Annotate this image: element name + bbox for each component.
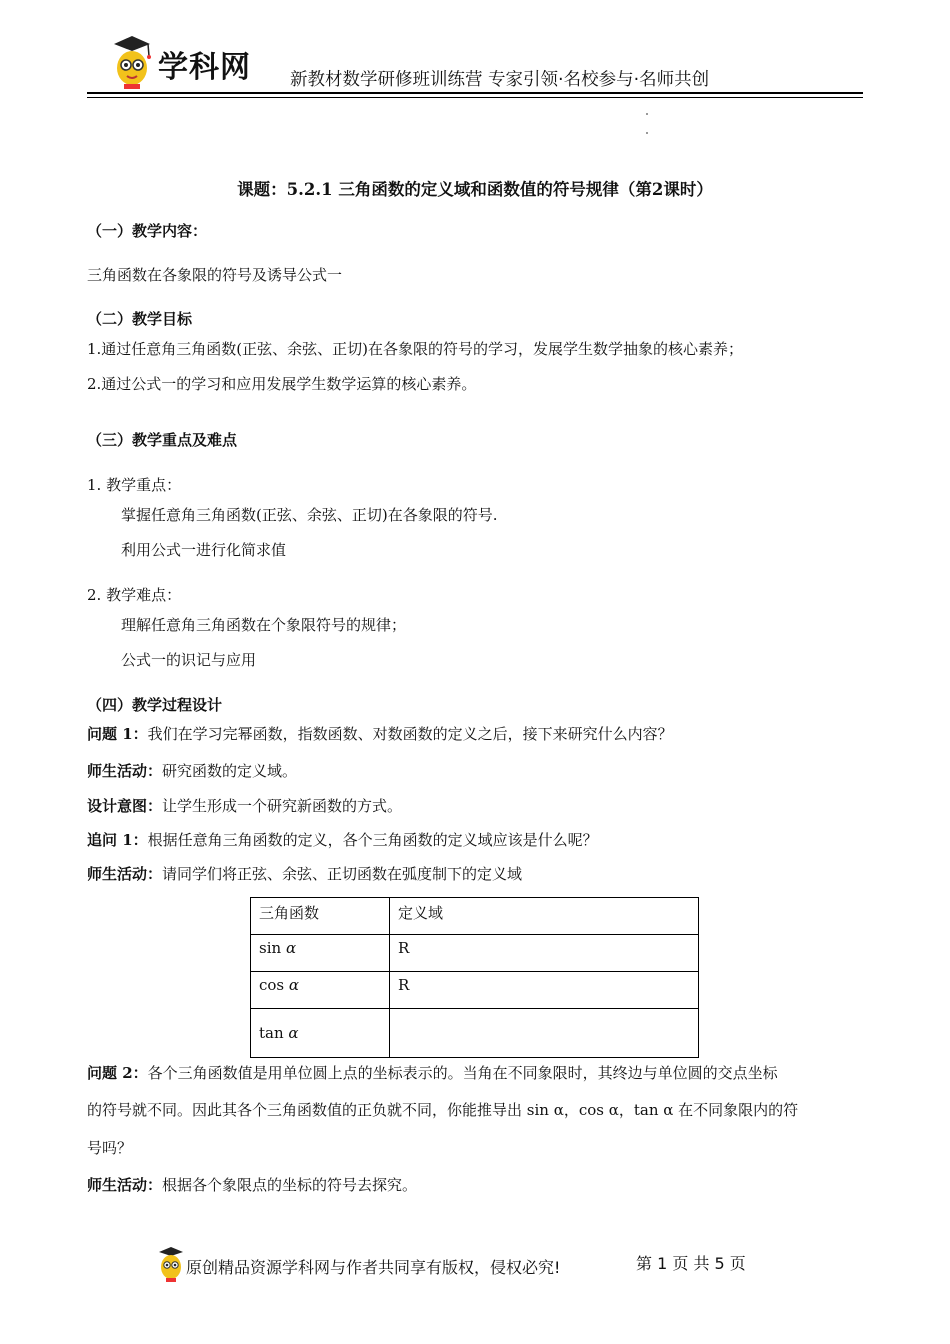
footer-copyright: 原创精品资源学科网与作者共同享有版权，侵权必究! xyxy=(186,1258,561,1277)
logo-text: 学科网 xyxy=(158,50,251,85)
question-text: 我们在学习完幂函数，指数函数、对数函数的定义之后，接下来研究什么内容？ xyxy=(147,725,673,743)
activity-text: 根据各个象限点的坐标的符号去探究。 xyxy=(162,1176,418,1194)
difficulty-label: 2. 教学难点： xyxy=(87,586,182,604)
section-heading-content: （一）教学内容： xyxy=(87,222,208,240)
objective-item: 2.通过公式一的学习和应用发展学生数学运算的核心素养。 xyxy=(87,375,477,393)
table-header: 三角函数 xyxy=(251,898,390,935)
page-title: 课题：5.2.1 三角函数的定义域和函数值的符号规律（第2课时） xyxy=(237,180,713,199)
follow-up-1 xyxy=(87,831,598,849)
domain-table xyxy=(250,897,699,1058)
section-body-content: 三角函数在各象限的符号及诱导公式一 xyxy=(87,266,343,284)
speck xyxy=(646,132,648,134)
question-label: 问题 2： xyxy=(87,1064,148,1082)
question-label: 问题 1： xyxy=(87,725,148,743)
table-row xyxy=(251,972,699,1009)
intent-text: 让学生形成一个研究新函数的方式。 xyxy=(162,797,403,815)
activity-2 xyxy=(87,865,522,883)
table-cell-function: sin α xyxy=(251,935,390,972)
activity-text: 请同学们将正弦、余弦、正切函数在弧度制下的定义域 xyxy=(162,865,523,883)
table-cell-domain: R xyxy=(390,935,699,972)
section-heading-objectives: （二）教学目标 xyxy=(87,310,193,328)
activity-label: 师生活动： xyxy=(87,865,163,883)
question-1 xyxy=(87,725,673,743)
key-label: 1. 教学重点： xyxy=(87,476,182,494)
table-cell-function: cos α xyxy=(251,972,390,1009)
question-text: 各个三角函数值是用单位圆上点的坐标表示的。当角在不同象限时，其终边与单位圆的交点坐标 xyxy=(147,1064,778,1082)
table-cell-function: tan α xyxy=(251,1009,390,1058)
difficulty-item: 公式一的识记与应用 xyxy=(121,651,257,669)
speck xyxy=(646,113,648,115)
table-row xyxy=(251,1009,699,1058)
activity-text: 研究函数的定义域。 xyxy=(162,762,298,780)
question-2-line: 的符号就不同。因此其各个三角函数值的正负就不同，你能推导出 sin α，cos α，tan α 在不同象限内的符 xyxy=(87,1101,799,1119)
activity-label: 师生活动： xyxy=(87,1176,163,1194)
section-heading-keypoints: （三）教学重点及难点 xyxy=(87,431,238,449)
difficulty-item: 理解任意角三角函数在个象限符号的规律； xyxy=(121,616,407,634)
table-header-row xyxy=(251,898,699,935)
page-number: 第 1 页 共 5 页 xyxy=(636,1254,746,1273)
header-slogan: 新教材数学研修班训练营 专家引领·名校参与·名师共创 xyxy=(290,70,710,90)
question-2 xyxy=(87,1064,778,1082)
follow-up-text: 根据任意角三角函数的定义，各个三角函数的定义域应该是什么呢？ xyxy=(147,831,598,849)
logo xyxy=(108,34,278,90)
activity-1 xyxy=(87,762,297,780)
design-intent-1 xyxy=(87,797,402,815)
table-cell-domain: R xyxy=(390,972,699,1009)
table-row xyxy=(251,935,699,972)
key-item: 掌握任意角三角函数(正弦、余弦、正切)在各象限的符号. xyxy=(121,506,498,524)
follow-up-label: 追问 1： xyxy=(87,831,148,849)
key-item: 利用公式一进行化简求值 xyxy=(121,541,287,559)
section-heading-process: （四）教学过程设计 xyxy=(87,696,223,714)
header-rule xyxy=(87,92,863,94)
objective-item: 1.通过任意角三角函数(正弦、余弦、正切)在各象限的符号的学习，发展学生数学抽象的核心素养； xyxy=(87,340,744,358)
question-2-line: 号吗？ xyxy=(87,1139,133,1157)
table-header: 定义域 xyxy=(390,898,699,935)
activity-label: 师生活动： xyxy=(87,762,163,780)
header-rule-thin xyxy=(87,97,863,98)
intent-label: 设计意图： xyxy=(87,797,163,815)
table-cell-domain xyxy=(390,1009,699,1058)
activity-3 xyxy=(87,1176,417,1194)
mascot-icon xyxy=(108,34,158,90)
footer-mascot-icon xyxy=(156,1245,186,1283)
